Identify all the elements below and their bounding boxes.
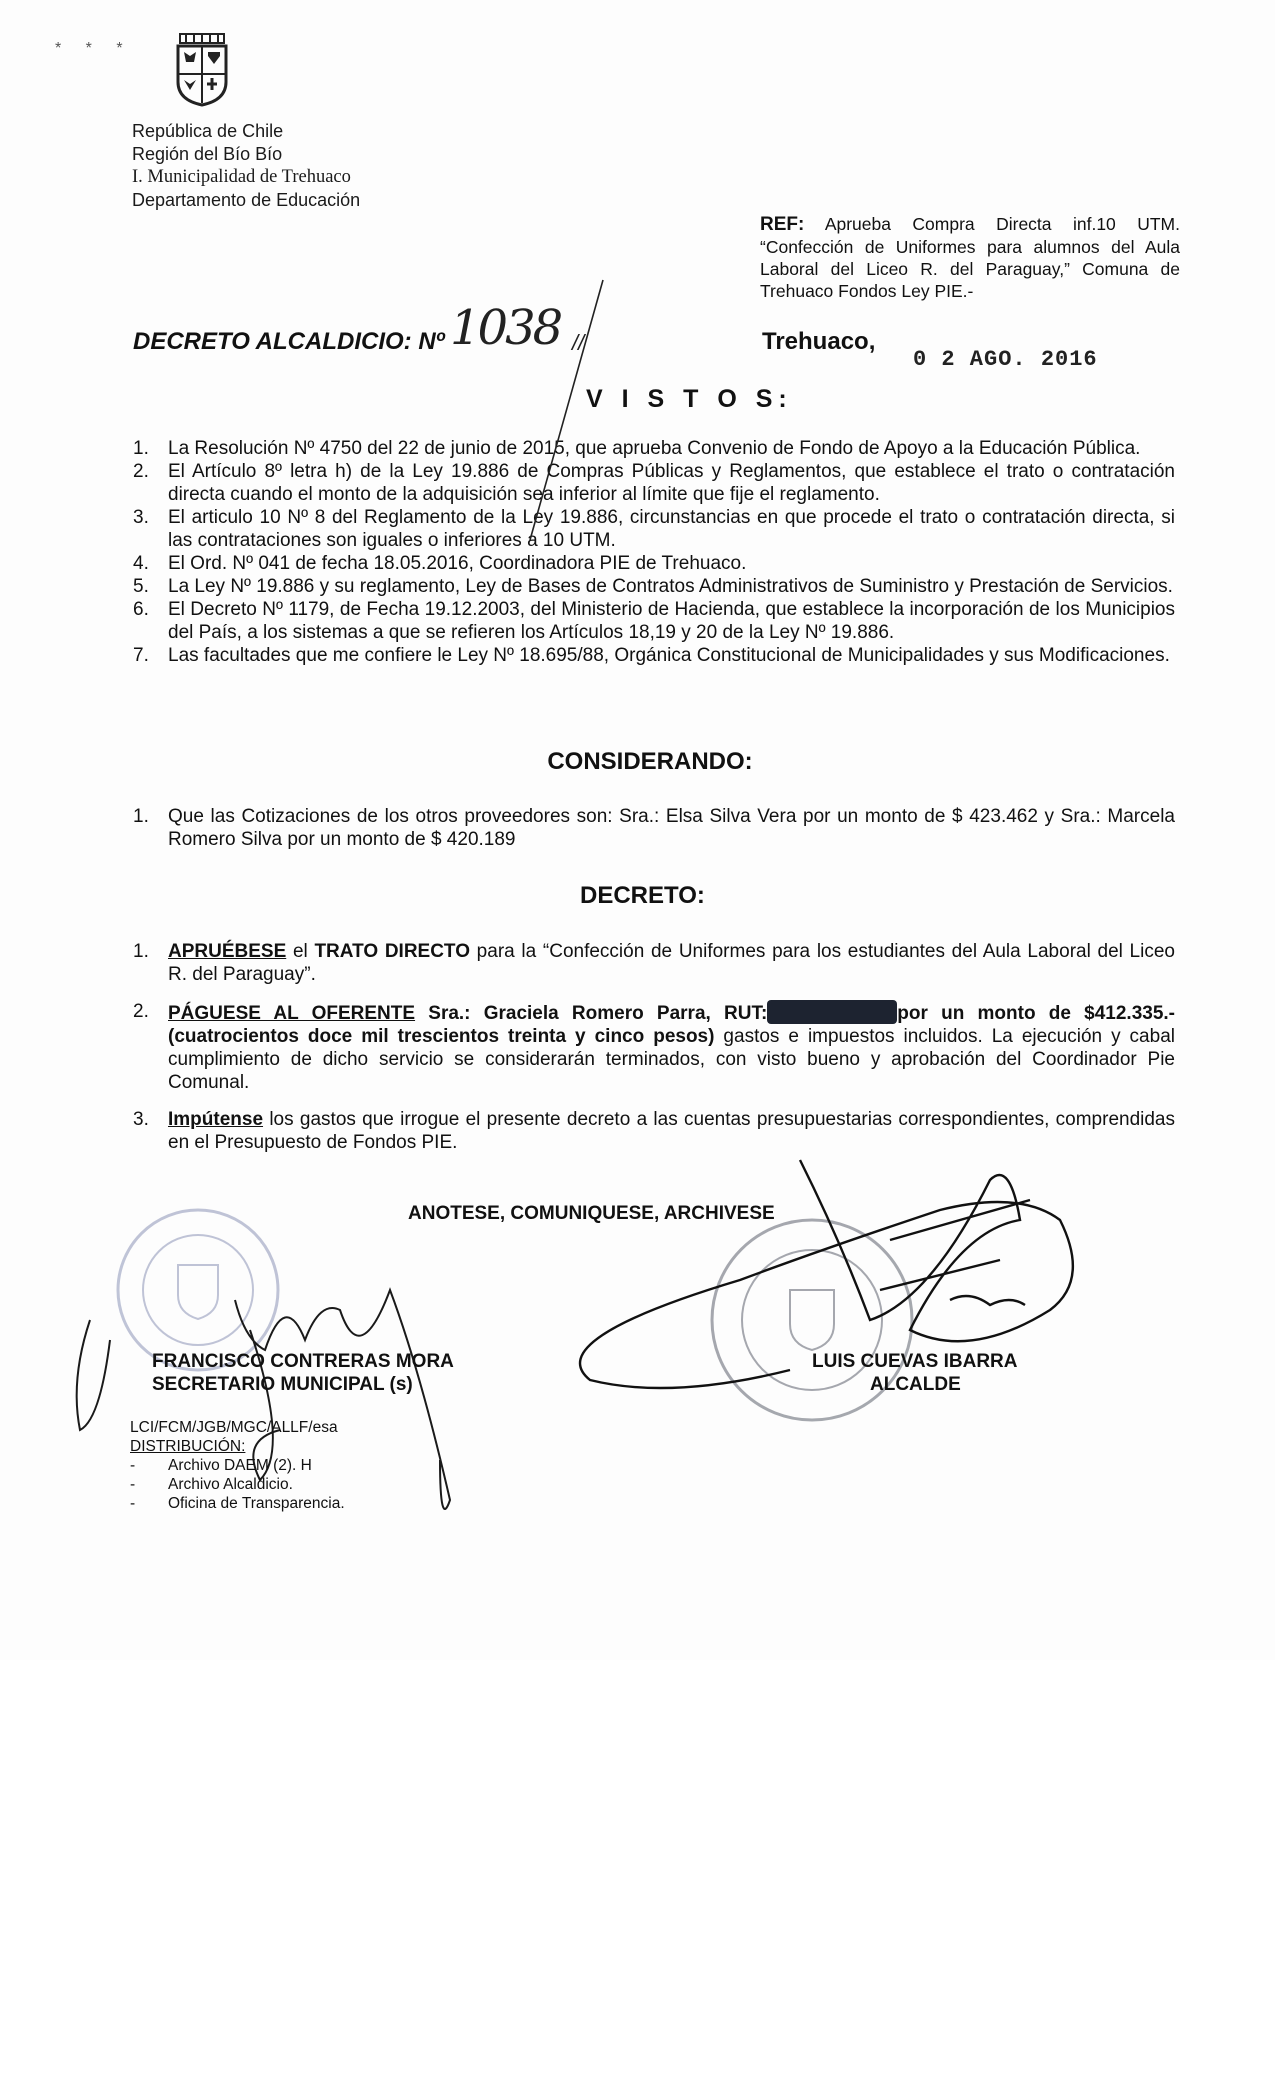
list-item: 7. Las facultades que me confiere le Ley Nº 18.695/88, Orgánica Constitucional de Municipalidades y sus Modificaciones. <box>133 645 1170 666</box>
list-item: 3. El articulo 10 Nº 8 del Reglamento de la Ley 19.886, circunstancias en que procede el trato o contratación directa, si las contrataciones son iguales o inferiores a 10 UTM. <box>133 507 1175 551</box>
list-item: 5. La Ley Nº 19.886 y su reglamento, Ley de Bases de Contratos Administrativos de Suministro y Prestación de Servicios. <box>133 576 1173 597</box>
mayor-name: LUIS CUEVAS IBARRA <box>812 1351 1018 1372</box>
considerando-list <box>133 805 1175 851</box>
decree-title: DECRETO ALCALDICIO: Nº <box>133 328 445 355</box>
decreto-item-impute: 3. Impútense los gastos que irrogue el presente decreto a las cuentas presupuestarias correspondientes, comprendidas en el Presupuesto de Fondos PIE. <box>133 1109 1175 1153</box>
ref-label: REF: <box>760 214 805 235</box>
distribution-block <box>130 1418 345 1513</box>
decreto-list <box>133 940 1175 1168</box>
list-item: - Archivo Alcaldicio. <box>130 1476 293 1493</box>
list-item: 1. Que las Cotizaciones de los otros proveedores son: Sra.: Elsa Silva Vera por un monto de $ 423.462 y Sra.: Marcela Romero Silva por un monto de $ 420.189 <box>133 806 1175 850</box>
decree-number: 1038 <box>450 300 561 356</box>
decree-place: Trehuaco, <box>762 328 876 355</box>
decree-number-suffix: // <box>572 330 585 355</box>
secretary-name: FRANCISCO CONTRERAS MORA <box>152 1351 454 1372</box>
reference-block <box>760 213 1180 302</box>
list-item: - Archivo DAEM (2). H <box>130 1457 312 1474</box>
secretary-stamp <box>118 1210 278 1370</box>
header-region: Región del Bío Bío <box>132 144 283 164</box>
secretary-signature-block <box>152 1350 454 1396</box>
decreto-item-approve: 1. APRUÉBESE el TRATO DIRECTO para la “Confección de Uniformes para los estudiantes del Aula Laboral del Liceo R. del Paraguay”. <box>133 941 1175 985</box>
list-item: - Oficina de Transparencia. <box>130 1495 345 1512</box>
coat-of-arms-icon <box>172 32 232 107</box>
secretary-title: SECRETARIO MUNICIPAL (s) <box>152 1374 413 1395</box>
vistos-heading: V I S T O S: <box>586 385 793 413</box>
list-item: 1. La Resolución Nº 4750 del 22 de junio de 2015, que aprueba Convenio de Fondo de Apoyo a la Educación Pública. <box>133 438 1141 459</box>
list-item: 4. El Ord. Nº 041 de fecha 18.05.2016, Coordinadora PIE de Trehuaco. <box>133 553 747 574</box>
vistos-list <box>133 437 1175 667</box>
closing-formula: ANOTESE, COMUNIQUESE, ARCHIVESE <box>408 1203 775 1224</box>
header-department: Departamento de Educación <box>132 190 361 210</box>
header-country: República de Chile <box>132 121 284 141</box>
list-item: 6. El Decreto Nº 1179, de Fecha 19.12.2003, del Ministerio de Hacienda, que establece la incorporación de los Municipios del País, a los sistemas a que se refieren los Artículos 18,19 y 20 de la Ley Nº 19.886. <box>133 599 1175 643</box>
decreto-heading: DECRETO: <box>580 882 705 909</box>
header-municipality: I. Municipalidad de Trehuaco <box>132 167 351 187</box>
decorative-marks: * * * <box>55 40 133 57</box>
distribution-label: DISTRIBUCIÓN: <box>130 1438 246 1455</box>
redacted-rut <box>767 1000 897 1024</box>
date-stamp: 0 2 AGO. 2016 <box>913 347 1098 372</box>
blank-area <box>0 1660 1275 2100</box>
mayor-signature-block <box>812 1350 1018 1396</box>
initials: LCI/FCM/JGB/MGC/ALLF/esa <box>130 1419 338 1436</box>
list-item: 2. El Artículo 8º letra h) de la Ley 19.886 de Compras Públicas y Reglamentos, que establece el trato o contratación directa cuando el monto de la adquisición sea inferior al límite que fije el reglamento. <box>133 461 1175 505</box>
ref-text: Aprueba Compra Directa inf.10 UTM. “Confección de Uniformes para alumnos del Aula Laboral del Liceo R. del Paraguay,” Comuna de Trehuaco Fondos Ley PIE.- <box>760 214 1180 301</box>
considerando-heading: CONSIDERANDO: <box>547 748 753 775</box>
decreto-item-payment: 2. PÁGUESE AL OFERENTE Sra.: Graciela Romero Parra, RUT: por un monto de $412.335.- (cuatrocientos doce mil trescientos treinta y cinco pesos) gastos e impuestos incluidos. La ejecución y cabal cumplimiento de dicho servicio se considerarán terminados, con visto bueno y aprobación del Coordinador Pie Comunal. <box>133 1001 1175 1093</box>
issuer-header <box>132 120 360 212</box>
mayor-title: ALCALDE <box>870 1374 961 1395</box>
